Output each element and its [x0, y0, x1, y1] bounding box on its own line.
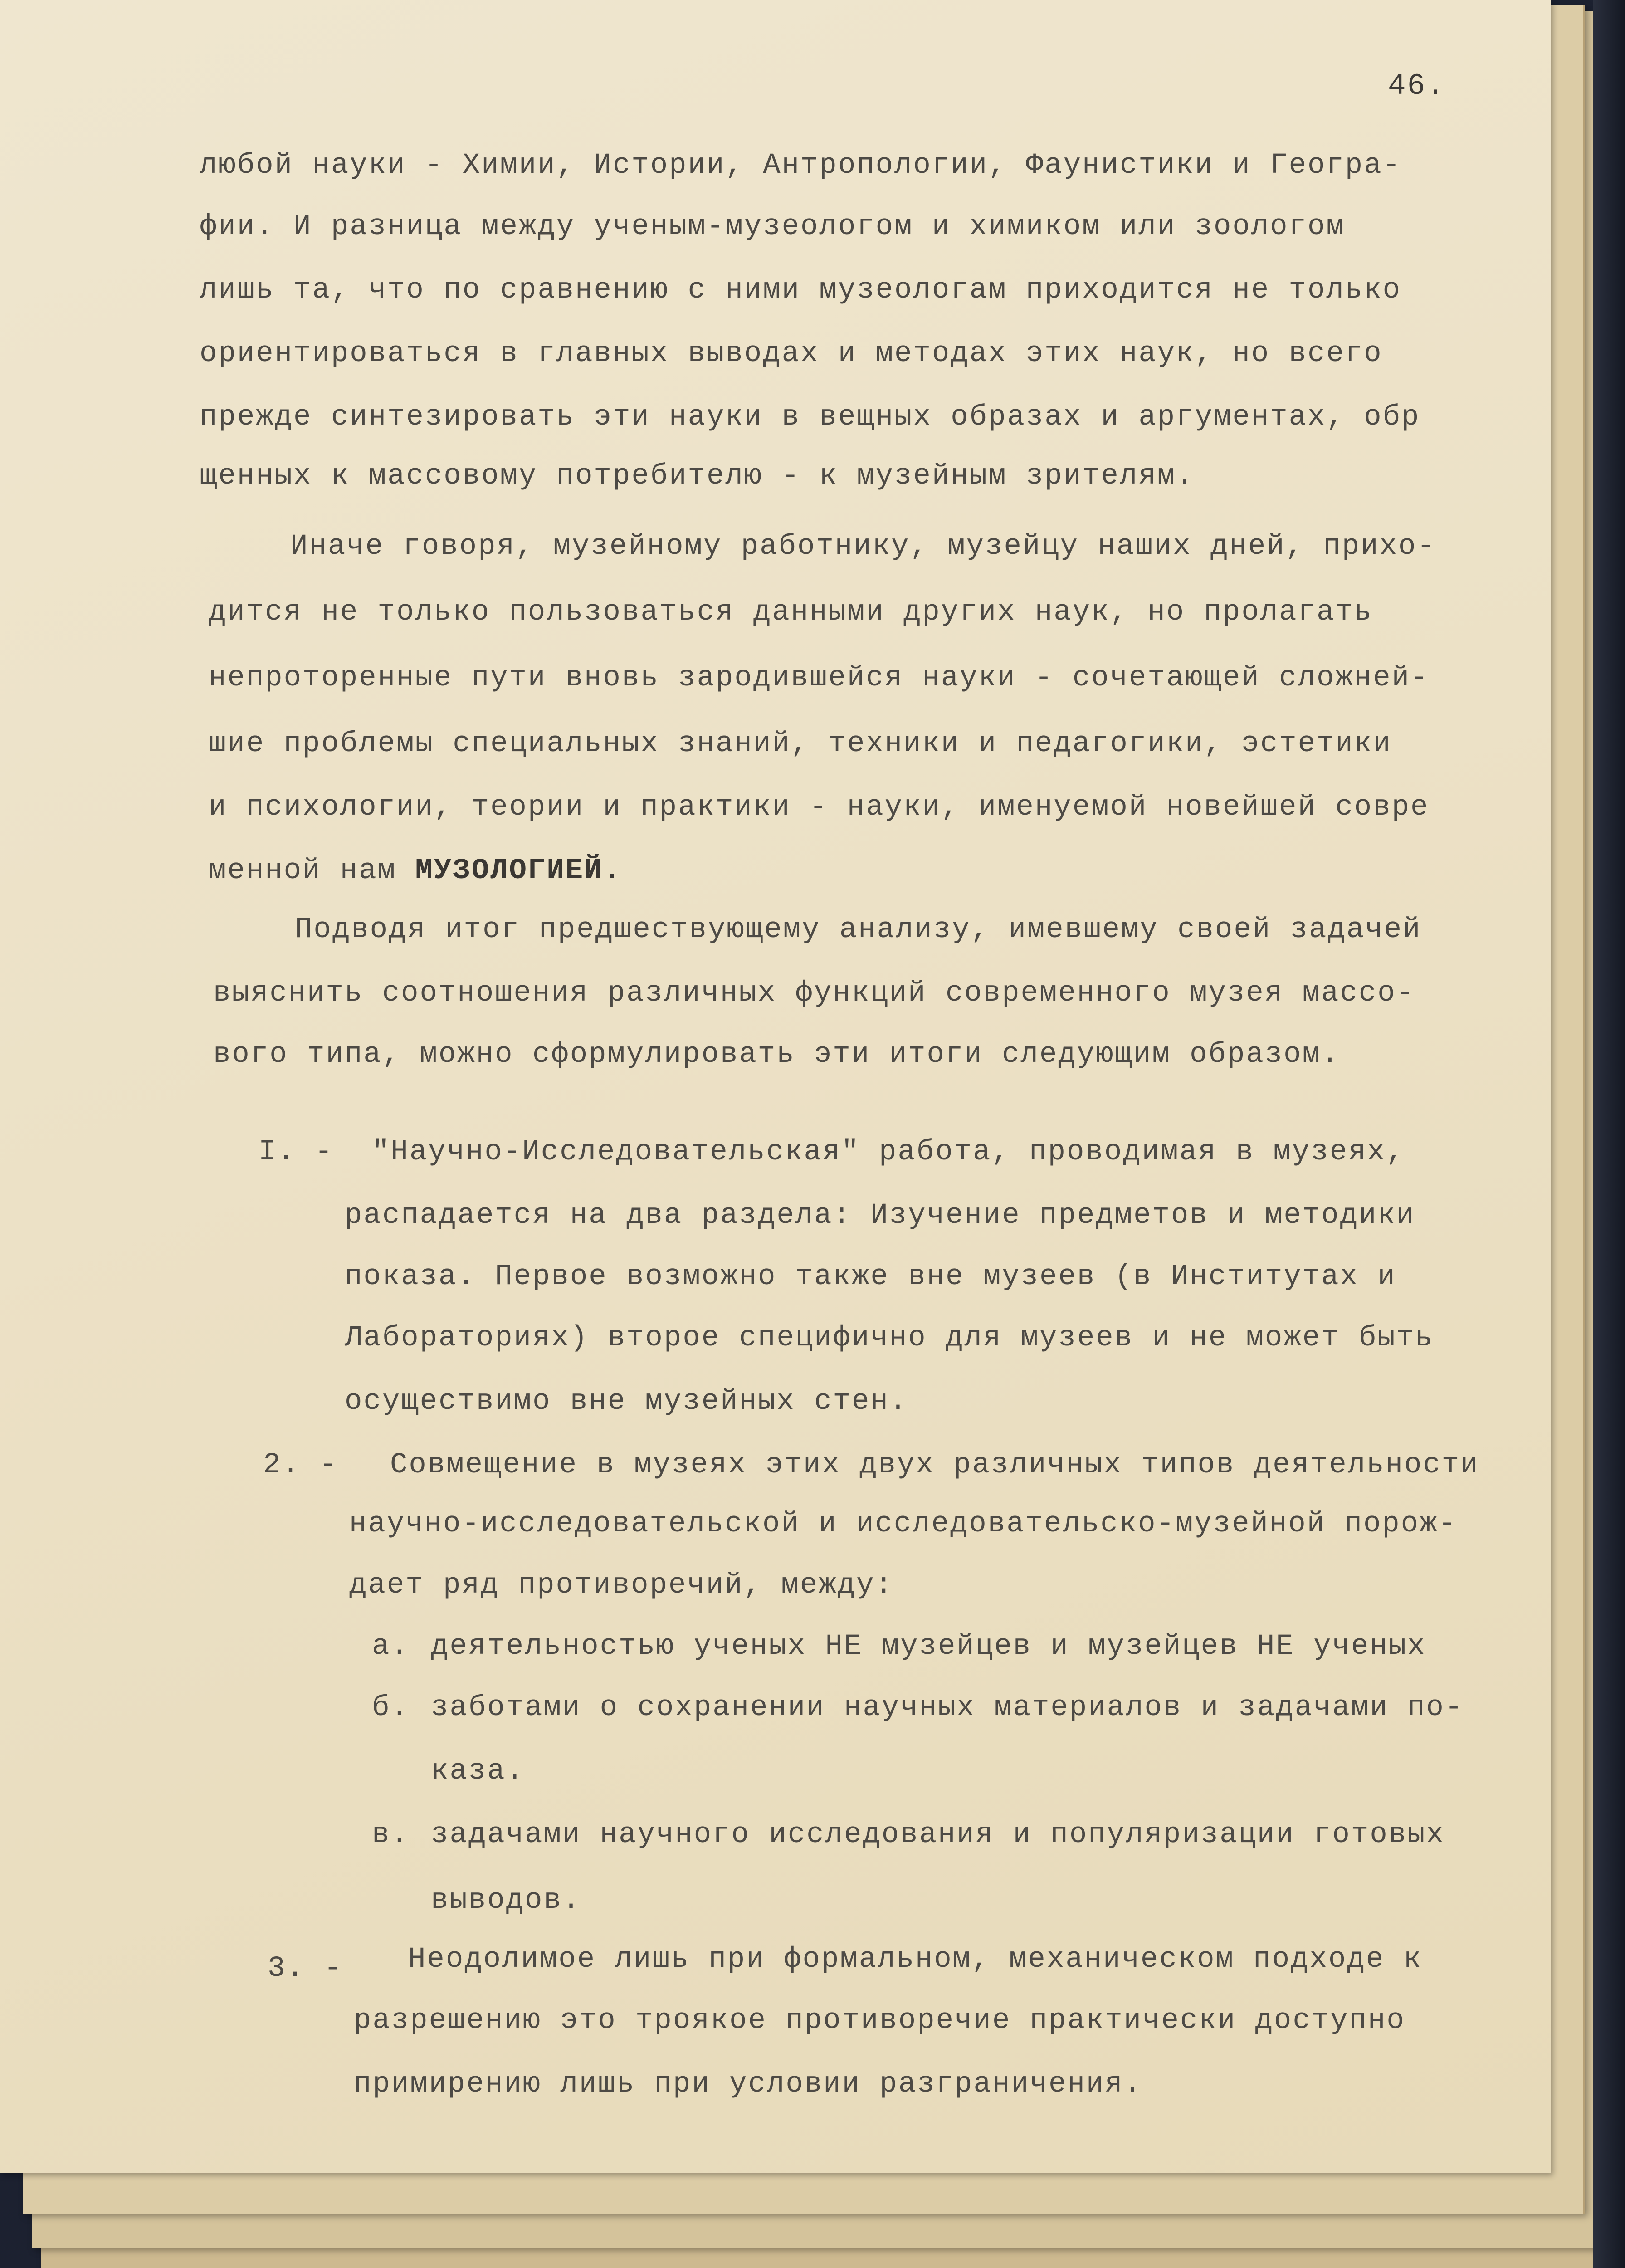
text-line: Иначе говоря, музейному работнику, музейцу наших дней, прихо-	[290, 530, 1436, 563]
list-item-line: разрешению это троякое противоречие практически доступно	[354, 2004, 1405, 2037]
text-line	[209, 853, 622, 889]
text-line: лишь та, что по сравнению с ними музеологам приходится не только	[200, 274, 1401, 307]
text-line: вого типа, можно сформулировать эти итоги следующим образом.	[213, 1038, 1340, 1071]
text-line: фии. И разница между ученым-музеологом и химиком или зоологом	[200, 210, 1345, 243]
sublist-marker: в.	[372, 1818, 410, 1851]
text-line: любой науки - Химии, Истории, Антропологии, Фаунистики и Геогра-	[200, 149, 1401, 182]
list-marker: 3. -	[268, 1952, 343, 1985]
sublist-marker: б.	[372, 1691, 410, 1724]
page-number: 46.	[1388, 69, 1446, 103]
text-line: шие проблемы специальных знаний, техники и педагогики, эстетики	[209, 728, 1392, 760]
list-item-line: распадается на два раздела: Изучение предметов и методики	[345, 1199, 1415, 1232]
text-line: и психологии, теории и практики - науки, именуемой новейшей совре	[209, 791, 1430, 824]
list-item-line: дает ряд противоречий, между:	[349, 1569, 894, 1602]
emphasized-term: МУЗОЛОГИЕЙ.	[415, 855, 622, 887]
sublist-item-line: задачами научного исследования и популяризации готовых	[431, 1818, 1445, 1851]
list-marker: 2. -	[263, 1449, 338, 1481]
list-marker: I. -	[259, 1136, 334, 1168]
binding-edge	[1593, 0, 1625, 2268]
text-line: прежде синтезировать эти науки в вещных образах и аргументах, обр	[200, 401, 1420, 434]
text-line: выяснить соотношения различных функций современного музея массо-	[213, 977, 1415, 1010]
text-line: дится не только пользоваться данными других наук, но пролагать	[209, 596, 1373, 629]
text-line: щенных к массовому потребителю - к музейным зрителям.	[200, 460, 1195, 493]
sublist-marker: а.	[372, 1630, 410, 1663]
list-item-line: "Научно-Исследовательская" работа, проводимая в музеях,	[372, 1136, 1405, 1168]
list-item-line: Лабораториях) второе специфично для музеев и не может быть	[345, 1322, 1434, 1354]
text-line-start: менной нам	[209, 855, 415, 887]
sublist-item-line: каза.	[431, 1755, 525, 1788]
list-item-line: осуществимо вне музейных стен.	[345, 1385, 908, 1418]
list-item-line: Совмещение в музеях этих двух различных типов деятельности	[390, 1449, 1479, 1481]
text-line: ориентироваться в главных выводах и методах этих наук, но всего	[200, 337, 1383, 370]
sublist-item-line: деятельностью ученых НЕ музейцев и музейцев НЕ ученых	[431, 1630, 1426, 1663]
list-item-line: научно-исследовательской и исследовательско-музейной порож-	[349, 1508, 1457, 1540]
sublist-item-line: заботами о сохранении научных материалов и задачами по-	[431, 1691, 1464, 1724]
list-item-line: показа. Первое возможно также вне музеев (в Институтах и	[345, 1261, 1396, 1293]
list-item-line: примирению лишь при условии разграничения.	[354, 2068, 1143, 2101]
sublist-item-line: выводов.	[431, 1884, 581, 1917]
text-line: непроторенные пути вновь зародившейся науки - сочетающей сложней-	[209, 662, 1430, 694]
text-line: Подводя итог предшествующему анализу, имевшему своей задачей	[295, 914, 1422, 946]
list-item-line: Неодолимое лишь при формальном, механическом подходе к	[408, 1943, 1422, 1976]
